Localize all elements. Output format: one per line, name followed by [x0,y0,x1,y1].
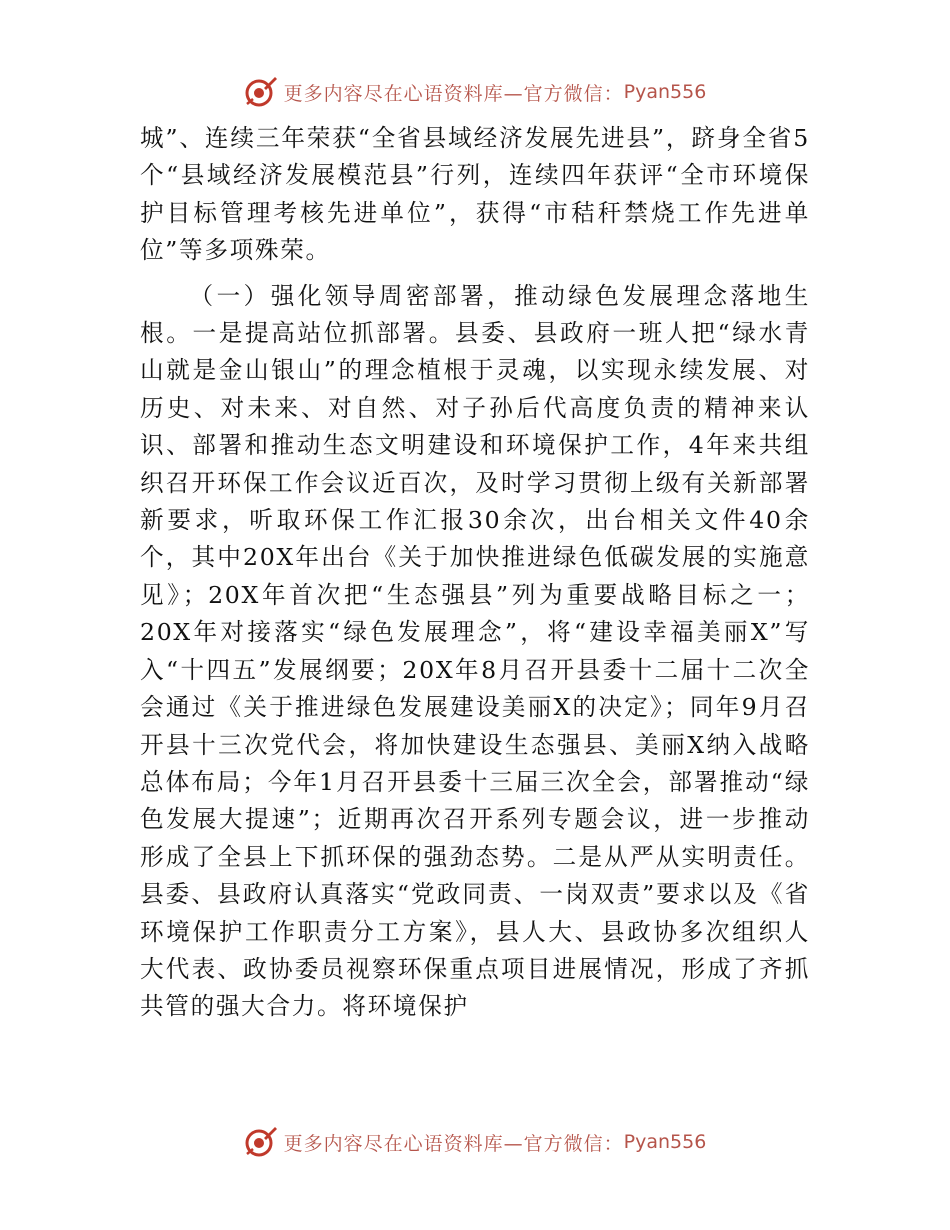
footer-watermark [0,1122,950,1162]
paragraph-section-one: （一）强化领导周密部署，推动绿色发展理念落地生根。一是提高站位抓部署。县委、县政府一班人把“绿水青山就是金山银山”的理念植根于灵魂，以实现永续发展、对历史、对未来、对自然、对子孙后代高度负责的精神来认识、部署和推动生态文明建设和环境保护工作，4年来共组织召开环保工作会议近百次，及时学习贯彻上级有关新部署新要求，听取环保工作汇报30余次，出台相关文件40余个，其中20X年出台《关于加快推进绿色低碳发展的实施意见》；20X年首次把“生态强县”列为重要战略目标之一；20X年对接落实“绿色发展理念”，将“建设幸福美丽X”写入“十四五”发展纲要；20X年8月召开县委十二届十二次全会通过《关于推进绿色发展建设美丽X的决定》；同年9月召开县十三次党代会，将加快建设生态强县、美丽X纳入战略总体布局；今年1月召开县委十三届三次全会，部署推动“绿色发展大提速”；近期再次召开系列专题会议，进一步推动形成了全县上下抓环保的强劲态势。二是从严从实明责任。县委、县政府认真落实“党政同责、一岗双责”要求以及《省环境保护工作职责分工方案》，县人大、县政协多次组织人大代表、政协委员视察环保重点项目进展情况，形成了齐抓共管的强大合力。将环境保护 [140,281,810,1021]
header-watermark-text: 更多内容尽在心语资料库—官方微信： [283,82,624,105]
document-body [140,120,810,1026]
header-watermark [0,72,950,112]
pen-badge-icon [244,1125,278,1159]
header-watermark-handle: Pyan556 [623,81,707,103]
pen-badge-icon [244,75,278,109]
footer-watermark-text: 更多内容尽在心语资料库—官方微信： [283,1132,624,1155]
footer-watermark-handle: Pyan556 [623,1131,707,1153]
paragraph-continuation: 城”、连续三年荣获“全省县域经济发展先进县”，跻身全省5个“县域经济发展模范县”行列，连续四年获评“全市环境保护目标管理考核先进单位”，获得“市秸秆禁烧工作先进单位”等多项殊荣。 [140,124,810,265]
